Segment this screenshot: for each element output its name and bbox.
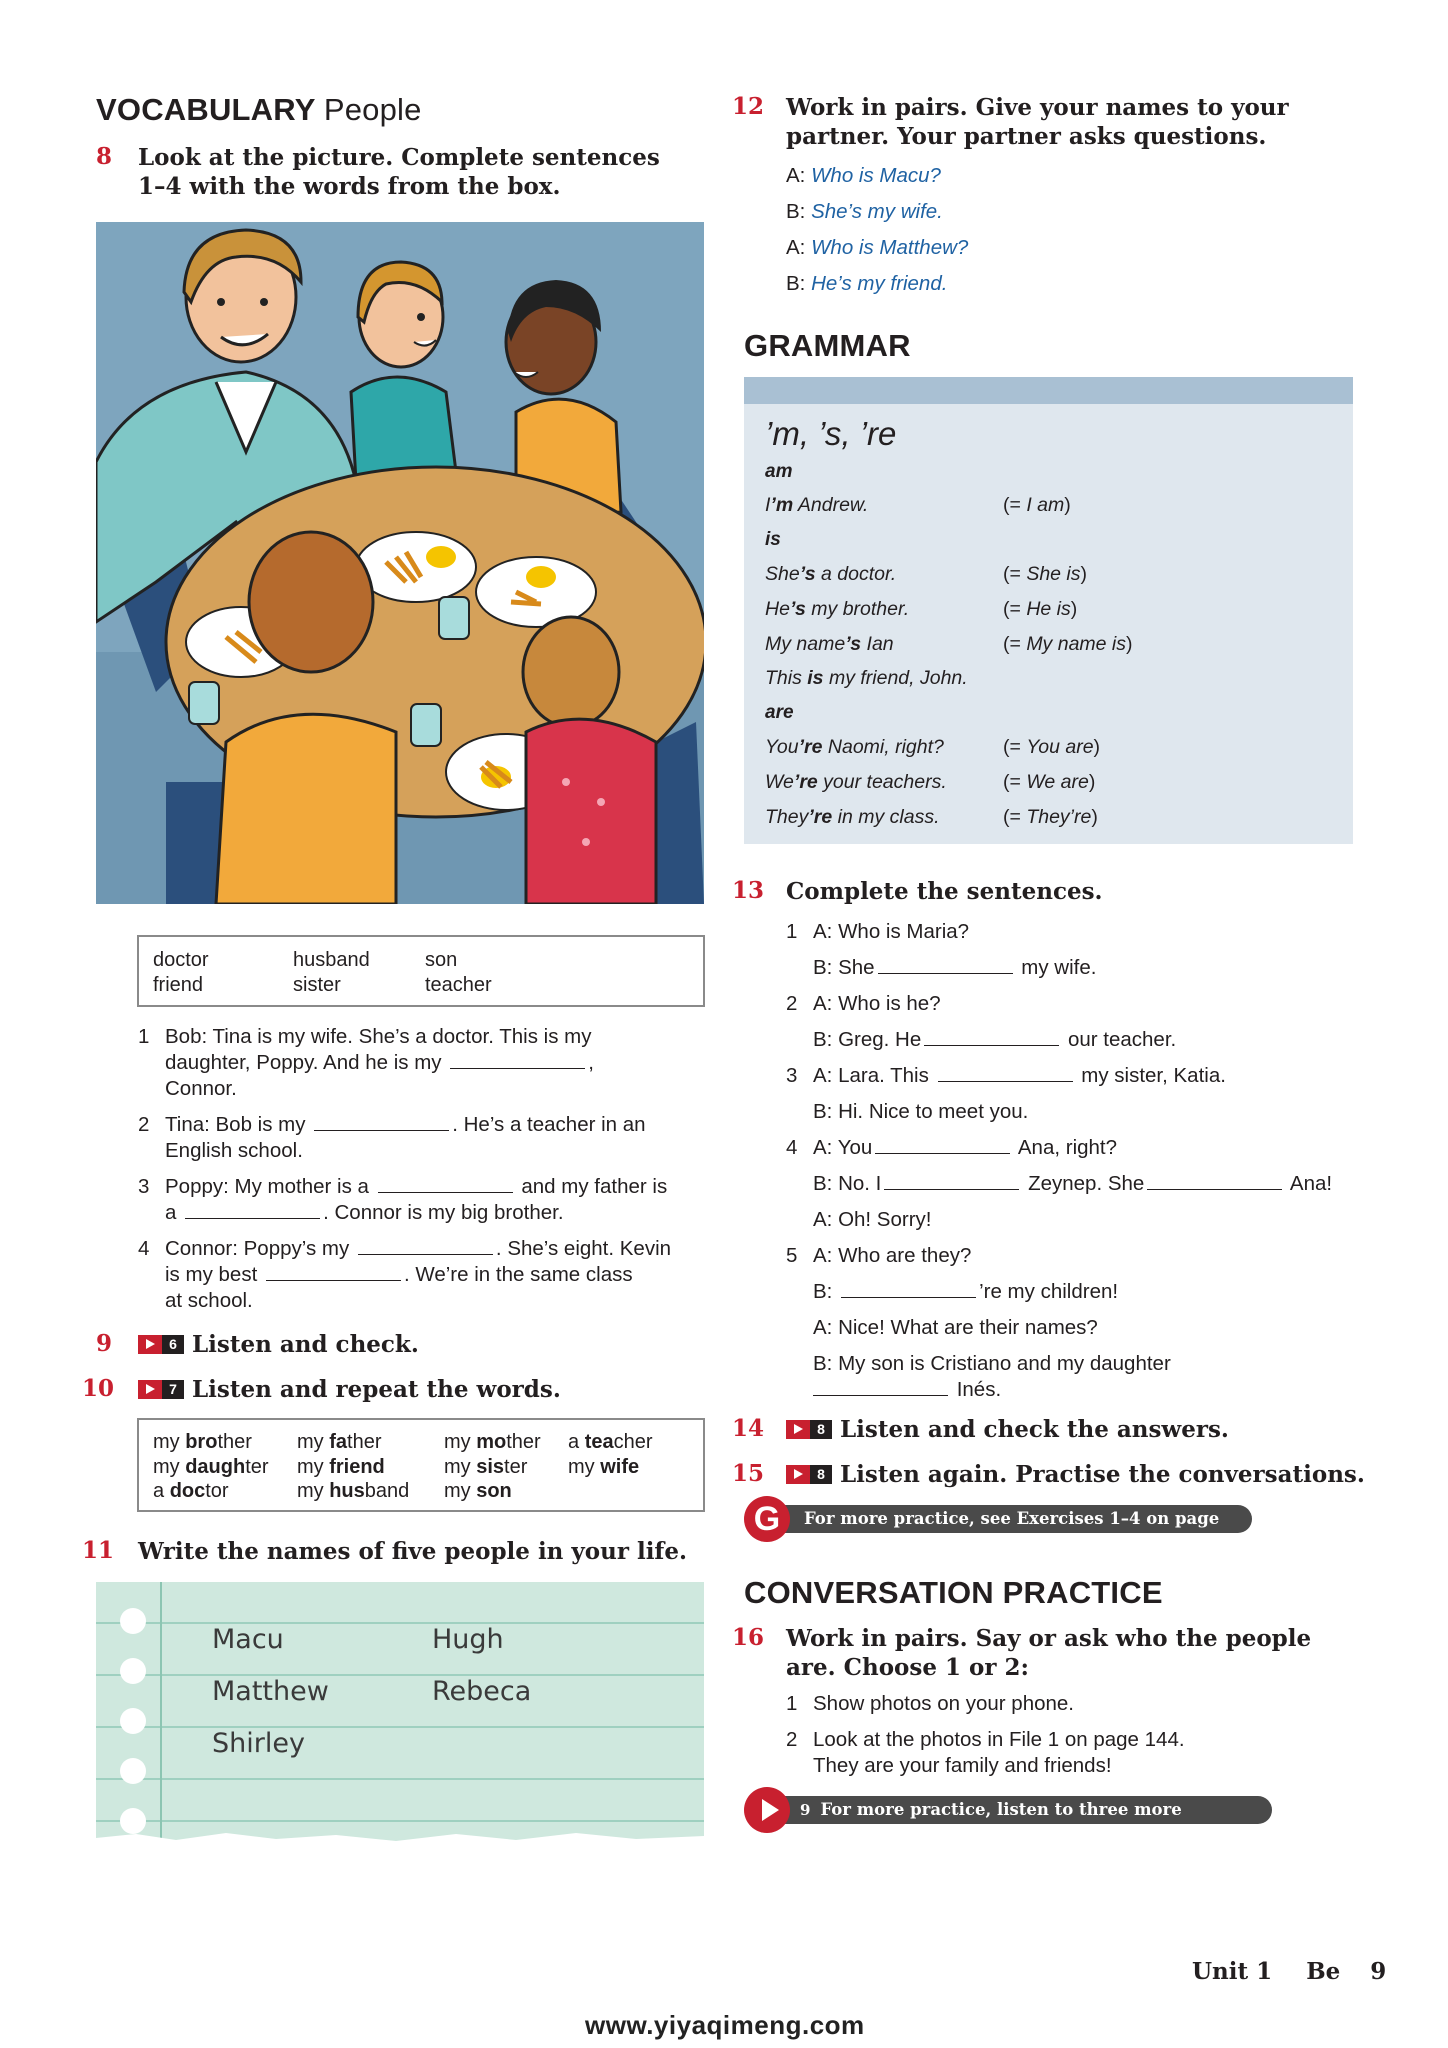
item-line: English school. [165,1139,303,1162]
answer-blank[interactable] [841,1297,976,1298]
grammar-equivalent: (= My name is) [1003,633,1133,655]
instruction-text: Listen again. Practise the conversations. [840,1461,1365,1488]
word-doctor: doctor [153,949,209,971]
ex13-line: B: Hi. Nice to meet you. [813,1100,1029,1123]
ruled-line [96,1674,704,1676]
answer-blank[interactable] [878,973,1013,974]
item-number: 3 [138,1175,150,1198]
ex8-item-3 [138,1174,708,1226]
stress-word: my friend [297,1455,385,1478]
ex16-options [786,1691,1366,1779]
grammar-subhead: is [765,529,781,550]
ex13-line: 3 A: Lara. This my sister, Katia. [786,1064,1226,1087]
play-icon [786,1465,810,1484]
ex13-line: 5 A: Who are they? [786,1244,972,1267]
word-sister: sister [293,974,341,996]
exercise-15-instruction [786,1460,1386,1489]
ex8-item-4 [138,1236,708,1314]
track-number: 7 [162,1380,184,1399]
grammar-example: My name’s Ian [765,633,894,655]
ex16-option: 1 Show photos on your phone. [786,1692,1074,1715]
item-line: Tina: Bob is my [165,1113,306,1136]
exercise-11-instruction: Write the names of five people in your life. [138,1538,687,1565]
stress-word-box [137,1418,705,1512]
item-line: Connor: Poppy’s my [165,1237,350,1260]
handwritten-name: Shirley [212,1728,305,1759]
binder-hole [120,1758,146,1784]
stress-word: my husband [297,1480,410,1502]
audio-track-badge[interactable] [138,1335,184,1354]
item-line: Connor. [165,1077,237,1100]
exercise-10-instruction [138,1375,698,1404]
item-line: Poppy: My mother is a [165,1175,369,1198]
grammar-example: He’s my brother. [765,598,910,620]
grammar-box [744,377,1353,844]
exercise-16-number: 16 [732,1624,765,1651]
word-son: son [425,949,458,971]
grammar-example: She’s a doctor. [765,563,897,585]
item-line: a [165,1201,177,1224]
ex13-line: B: My son is Cristiano and my daughter [813,1352,1171,1375]
handwritten-name: Rebeca [432,1676,532,1707]
grammar-equivalent: (= I am) [1003,494,1071,516]
track-number: 6 [162,1335,184,1354]
ex8-item-1 [138,1024,708,1102]
instruction-text: Listen and check the answers. [840,1416,1229,1443]
track-number: 8 [810,1420,832,1439]
unit-label: Unit 1 [1192,1958,1273,1985]
item-number: 4 [138,1237,150,1260]
grammar-example: We’re your teachers. [765,771,947,793]
answer-blank[interactable] [938,1081,1073,1082]
handwritten-name: Hugh [432,1624,504,1655]
stress-word: my son [444,1480,512,1502]
stress-word: my wife [568,1455,640,1478]
audio-track-badge[interactable] [786,1465,832,1484]
answer-blank[interactable] [378,1192,513,1193]
grammar-equivalent: (= You are) [1003,736,1101,758]
vocabulary-heading [96,92,422,128]
grammar-subhead: am [765,461,793,482]
binder-hole [120,1658,146,1684]
ex13-line: B: She my wife. [813,956,1097,979]
ex13-items [786,914,1366,1403]
ex13-line: B: No. I Zeynep. She Ana! [813,1172,1333,1195]
word-friend: friend [153,974,204,996]
grammar-title: ’m, ’s, ’re [765,415,897,452]
ex13-line: A: Nice! What are their names? [813,1316,1098,1339]
answer-blank[interactable] [185,1218,320,1219]
track-number: 8 [810,1465,832,1484]
ruled-line [96,1820,704,1822]
family-dinner-illustration [96,222,704,904]
audio-track-badge[interactable] [138,1380,184,1399]
dialogue-line: A: Who is Macu? [786,164,941,187]
binder-hole [120,1608,146,1634]
exercise-13-number: 13 [732,877,765,904]
notebook-names [96,1582,704,1850]
dialogue-line: A: Who is Matthew? [786,236,969,259]
ex13-line: B: ’re my children! [813,1280,1119,1303]
practice-text: For more practice, see Exercises 1–4 on page 114. [804,1509,1220,1556]
ex16-option: 2 Look at the photos in File 1 on page 144. [786,1728,1185,1751]
stress-word: a teacher [568,1431,653,1453]
exercise-12-instruction: Work in pairs. Give your names to your partner. Your partner asks questions. [786,94,1289,150]
conversation-practice-heading: CONVERSATION PRACTICE [744,1575,1163,1610]
play-icon [786,1420,810,1439]
torn-edge [96,1828,704,1850]
stress-word: a doctor [153,1480,229,1502]
handwritten-name: Macu [212,1624,284,1655]
ruled-line [96,1778,704,1780]
item-line: Bob: Tina is my wife. She’s a doctor. This is my [165,1025,592,1048]
heading-bold: VOCABULARY [96,92,316,127]
ex13-line: 4 A: You Ana, right? [786,1136,1118,1159]
exercise-10-number: 10 [82,1375,115,1402]
item-line: at school. [165,1289,253,1312]
word-husband: husband [293,949,370,971]
answer-blank[interactable] [884,1189,1019,1190]
answer-blank[interactable] [1147,1189,1282,1190]
stress-word: my brother [153,1431,252,1453]
item-line: , [588,1051,594,1074]
item-line: daughter, Poppy. And he is my [165,1051,442,1074]
stress-column-1 [153,1430,269,1504]
stress-word: my daughter [153,1455,269,1478]
grammar-example: You’re Naomi, right? [765,736,944,758]
item-line: is my best [165,1263,258,1286]
item-number: 2 [138,1113,150,1136]
ex13-line: A: Oh! Sorry! [813,1208,932,1231]
grammar-box-bar [744,377,1353,404]
stress-column-4 [568,1430,653,1479]
word-box [137,935,705,1007]
grammar-equivalent: (= She is) [1003,563,1088,585]
grammar-equivalent: (= He is) [1003,598,1078,620]
page-footer [1192,1958,1386,1985]
dialogue-line: B: She’s my wife. [786,200,943,223]
exercise-13-instruction: Complete the sentences. [786,878,1103,905]
play-icon [138,1380,162,1399]
answer-blank[interactable] [358,1254,493,1255]
ex12-dialogue [786,158,968,302]
grammar-equivalent: (= They’re) [1003,806,1098,828]
family-dinner-drawing [96,222,704,904]
exercise-14-number: 14 [732,1415,765,1442]
item-line: . Connor is my big brother. [323,1201,564,1224]
exercise-14-instruction [786,1415,1366,1444]
grammar-subhead: are [765,702,794,723]
page-number: 9 [1370,1958,1387,1985]
item-number: 1 [138,1025,150,1048]
answer-blank[interactable] [924,1045,1059,1046]
play-button-icon[interactable] [744,1787,790,1833]
exercise-11-number: 11 [82,1537,115,1564]
exercise-8-instruction: Look at the picture. Complete sentences 1–4 with the words from the box. [138,144,660,200]
item-line: and my father is [521,1175,668,1198]
ex16-option: They are your family and friends! [813,1754,1112,1777]
exercise-12-number: 12 [732,93,765,120]
exercise-9-number: 9 [96,1330,113,1357]
item-line: . She’s eight. Kevin [495,1237,672,1260]
instruction-text: Listen and repeat the words. [192,1376,561,1403]
answer-blank[interactable] [450,1068,585,1069]
ex13-line: Inés. [786,1377,1366,1403]
stress-column-3 [444,1430,541,1504]
instruction-text: Listen and check. [192,1331,419,1358]
ex13-line: 2 A: Who is he? [786,992,941,1015]
exercise-16-instruction: Work in pairs. Say or ask who the people are. Choose 1 or 2: [786,1625,1312,1681]
track-number: 9 [800,1801,811,1819]
answer-blank[interactable] [813,1395,948,1396]
item-line: . We’re in the same class [403,1263,633,1286]
ruled-line [96,1726,704,1728]
watermark: www.yiyaqimeng.com [585,2010,865,2040]
ex13-line: B: Greg. He our teacher. [813,1028,1177,1051]
grammar-heading: GRAMMAR [744,328,911,363]
answer-blank[interactable] [875,1153,1010,1154]
audio-track-badge[interactable] [786,1420,832,1439]
word-teacher: teacher [425,974,492,996]
exercise-15-number: 15 [732,1460,765,1487]
grammar-example: This is my friend, John. [765,667,968,689]
item-line: . He’s a teacher in an [452,1113,646,1136]
exercise-9-instruction [138,1330,698,1359]
dialogue-line: B: He’s my friend. [786,272,948,295]
ex8-item-2 [138,1112,708,1164]
more-practice-audio-bar[interactable] [770,1796,1272,1847]
margin-line [160,1582,162,1850]
stress-word: my sister [444,1455,528,1478]
grammar-practice-icon: G [744,1496,790,1542]
heading-light: People [323,92,422,127]
more-practice-exercises-bar[interactable] [754,1505,1252,1556]
answer-blank[interactable] [314,1130,449,1131]
unit-title: Be [1306,1958,1341,1985]
binder-hole [120,1708,146,1734]
practice-text: For more practice, listen to three more examples. [800,1800,1182,1847]
handwritten-name: Matthew [212,1676,329,1707]
ruled-line [96,1622,704,1624]
exercise-8-number: 8 [96,143,113,170]
grammar-equivalent: (= We are) [1003,771,1096,793]
play-icon [138,1335,162,1354]
grammar-example: They’re in my class. [765,806,940,828]
stress-word: my mother [444,1431,541,1453]
ex13-line: 1 A: Who is Maria? [786,920,970,943]
grammar-example: I’m Andrew. [765,494,869,516]
stress-word: my father [297,1431,382,1453]
stress-column-2 [297,1430,409,1504]
answer-blank[interactable] [266,1280,401,1281]
